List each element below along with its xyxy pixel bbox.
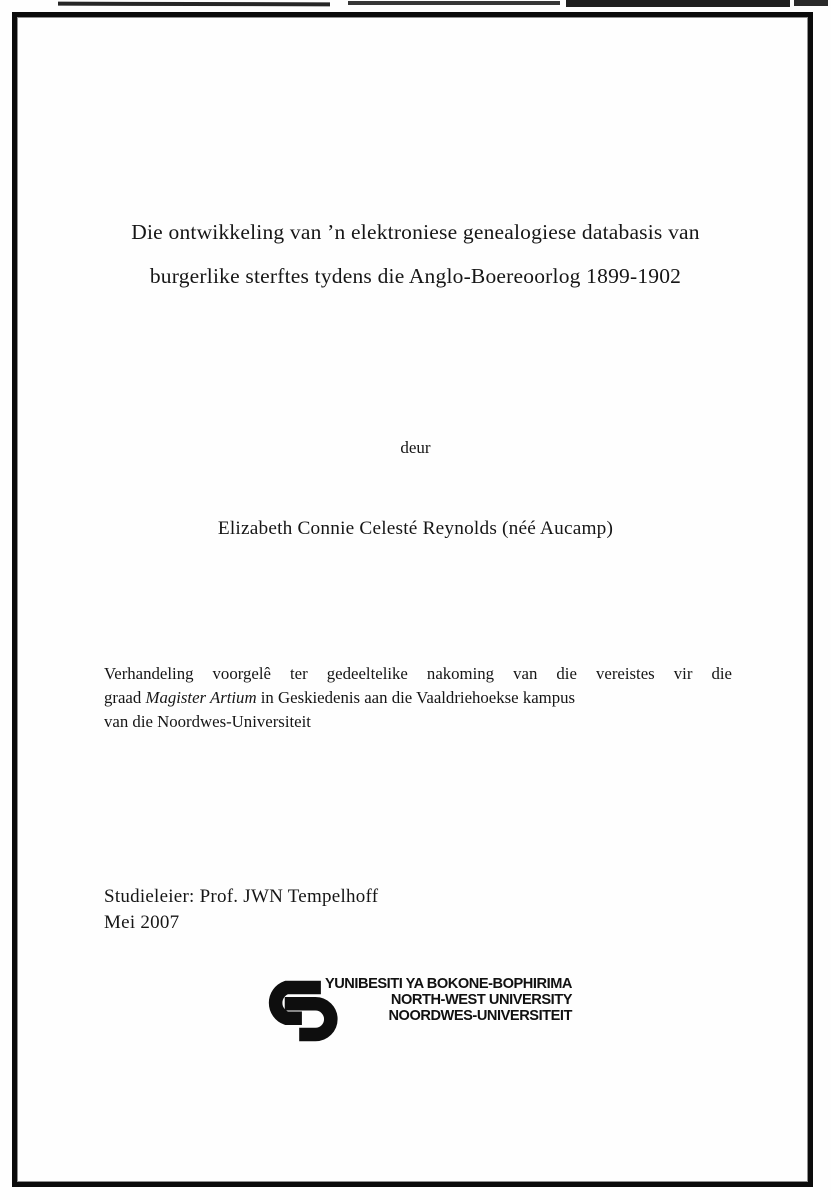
scan-artifact xyxy=(566,0,790,7)
logo-text-afrikaans: NOORDWES-UNIVERSITEIT xyxy=(388,1008,572,1025)
statement-line-3: van die Noordwes-Universiteit xyxy=(104,711,311,731)
logo-text-setswana: YUNIBESITI YA BOKONE-BOPHIRIMA xyxy=(324,976,572,992)
university-logo xyxy=(254,970,584,1050)
scan-artifact xyxy=(794,0,828,6)
title-line-2: burgerlike sterftes tydens die Anglo-Boereoorlog 1899-1902 xyxy=(149,264,682,288)
statement-line-2 xyxy=(104,686,732,710)
byline: deur xyxy=(400,438,431,457)
university-logo-text xyxy=(318,976,572,1025)
statement-line-1: Verhandeling voorgelê ter gedeeltelike nakoming van die vereistes vir die xyxy=(104,664,732,683)
thesis-statement xyxy=(104,662,732,733)
scan-artifact xyxy=(58,2,330,7)
title-line-1: Die ontwikkeling van ’n elektroniese genealogiese databasis van xyxy=(131,220,700,244)
page-title xyxy=(60,210,771,298)
statement-line-2-post: in Geskiedenis aan die Vaaldriehoekse kampus xyxy=(256,687,576,707)
statement-line-2-pre: graad xyxy=(104,687,146,707)
supervisor-line: Studieleier: Prof. JWN Tempelhoff xyxy=(104,886,379,907)
author-name: Elizabeth Connie Celesté Reynolds (néé Aucamp) xyxy=(217,518,614,539)
degree-name: Magister Artium xyxy=(145,687,257,707)
logo-text-english: NORTH-WEST UNIVERSITY xyxy=(390,992,572,1009)
scan-artifact xyxy=(348,1,560,5)
date-line: Mei 2007 xyxy=(104,912,180,933)
supervisor-block xyxy=(104,884,378,936)
